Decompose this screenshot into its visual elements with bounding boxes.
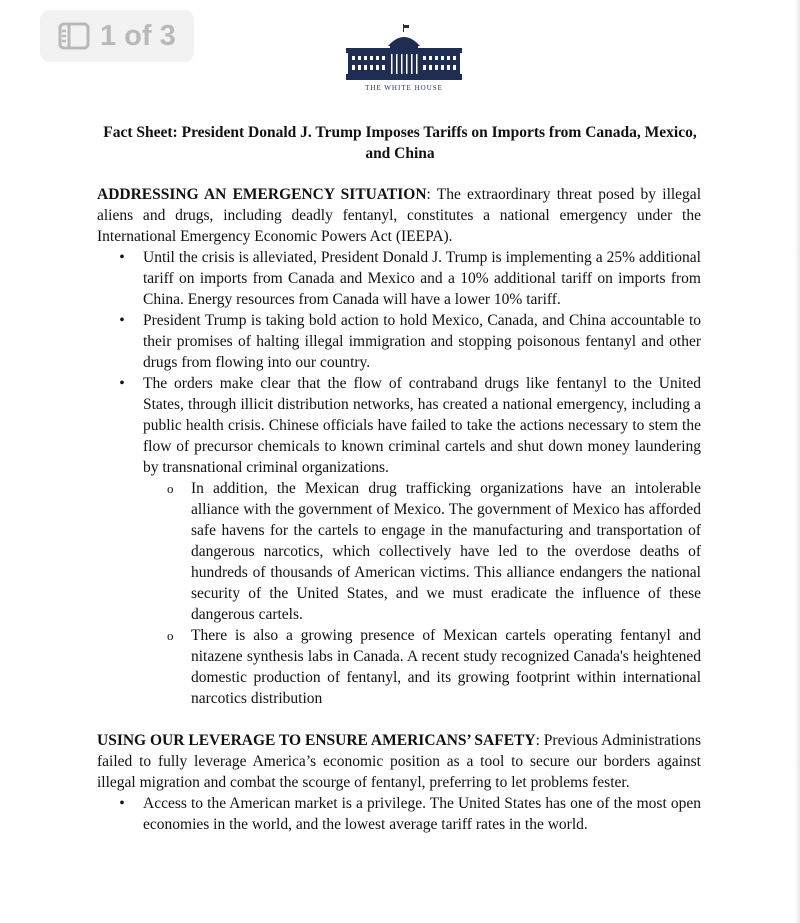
bullet-icon: • bbox=[119, 375, 125, 392]
bullet-icon: • bbox=[119, 795, 125, 812]
section-1-paragraph bbox=[97, 184, 701, 247]
circle-bullet-icon: o bbox=[167, 628, 174, 643]
list-item bbox=[97, 373, 701, 709]
section-2-paragraph bbox=[97, 730, 701, 793]
document-body bbox=[97, 184, 701, 835]
section-2-bullets bbox=[97, 793, 701, 835]
list-item bbox=[143, 625, 701, 709]
list-item bbox=[97, 310, 701, 373]
bullet-text: Access to the American market is a privilege. The United States has one of the most open economies in the world, and the lowest average tariff rates in the world. bbox=[143, 795, 701, 833]
bullet-text: The orders make clear that the flow of contraband drugs like fentanyl to the United States, through illicit distribution networks, has created a national emergency, including a public health crisis. Chinese officials have failed to take the actions necessary to stem the flow of precursor chemicals to known criminal cartels and shut down money laundering by transnational criminal organizations. bbox=[143, 375, 701, 476]
section-1-text: : The extraordinary threat posed by illegal aliens and drugs, including deadly fentanyl, constitutes a national emergency under the International Emergency Economic Powers Act (IEEPA). bbox=[97, 186, 701, 245]
list-item bbox=[97, 793, 701, 835]
list-item bbox=[97, 247, 701, 310]
circle-bullet-icon: o bbox=[167, 481, 174, 496]
logo-caption: THE WHITE HOUSE bbox=[365, 84, 443, 92]
page-indicator[interactable] bbox=[40, 10, 194, 62]
section-2-text: : Previous Administrations failed to fully leverage America’s economic position as a tool to secure our borders against illegal migration and combat the scourge of fentanyl, preferring to let problems fester. bbox=[97, 732, 701, 791]
sub-bullets bbox=[143, 478, 701, 709]
bullet-text: President Trump is taking bold action to hold Mexico, Canada, and China accountable to their promises of halting illegal immigration and stopping poisonous fentanyl and other drugs from flowing into our country. bbox=[143, 312, 701, 371]
list-item bbox=[143, 478, 701, 625]
section-spacer bbox=[97, 709, 701, 730]
sub-bullet-text: There is also a growing presence of Mexican cartels operating fentanyl and nitazene synthesis labs in Canada. A recent study recognized Canada's heightened domestic production of fentanyl, and its growing footprint within international narcotics distribution bbox=[191, 627, 701, 707]
bullet-icon: • bbox=[119, 312, 125, 329]
bullet-icon: • bbox=[119, 249, 125, 266]
document-title: Fact Sheet: President Donald J. Trump Imposes Tariffs on Imports from Canada, Mexico, and China bbox=[103, 124, 697, 162]
section-1-bullets bbox=[97, 247, 701, 709]
page-edge-shadow bbox=[794, 0, 800, 923]
section-2-heading: USING OUR LEVERAGE TO ENSURE AMERICANS’ SAFETY bbox=[97, 732, 536, 749]
page-indicator-text: 1 of 3 bbox=[100, 19, 176, 52]
sub-bullet-text: In addition, the Mexican drug trafficking organizations have an intolerable alliance with the government of Mexico. The government of Mexico has afforded safe havens for the cartels to engage in the manufacturing and transportation of dangerous narcotics, which collectively have led to the overdose deaths of hundreds of thousands of American victims. This alliance endangers the national security of the United States, and we must eradicate the influence of these dangerous cartels. bbox=[191, 480, 701, 623]
bullet-text: Until the crisis is alleviated, President Donald J. Trump is implementing a 25% additional tariff on imports from Canada and Mexico and a 10% additional tariff on imports from China. Energy resources from Canada will have a lower 10% tariff. bbox=[143, 249, 701, 308]
section-1-heading: ADDRESSING AN EMERGENCY SITUATION bbox=[97, 186, 427, 203]
sidebar-pages-icon bbox=[58, 22, 90, 50]
